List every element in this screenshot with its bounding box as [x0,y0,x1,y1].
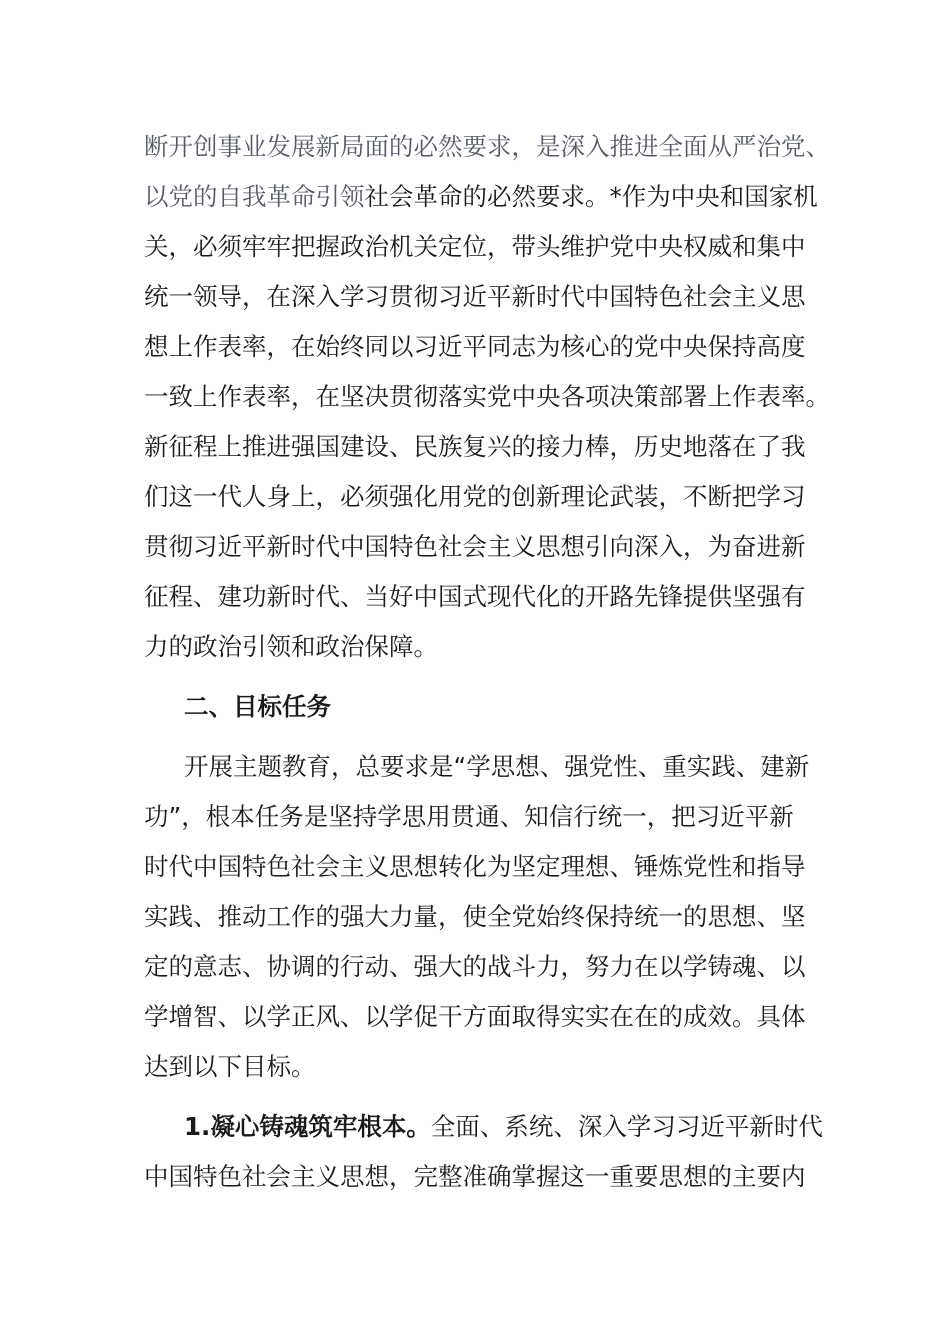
section-heading: 二、目标任务 [184,692,331,721]
text-line: 时代中国特色社会主义思想转化为坚定理想、锤炼党性和指导 [144,852,806,881]
text-span: 以党的自我革命引领 [144,182,365,211]
text-span: 全面、系统、深入学习习近平新时代 [430,1112,823,1141]
item-lead: 1.凝心铸魂筑牢根本。 [184,1112,431,1141]
text-line: 定的意志、协调的行动、强大的战斗力，努力在以学铸魂、以 [144,952,806,981]
text-line: 征程、建功新时代、当好中国式现代化的开路先锋提供坚强有 [144,582,806,611]
text-line: 关，必须牢牢把握政治机关定位，带头维护党中央权威和集中 [144,232,806,261]
text-line: 贯彻习近平新时代中国特色社会主义思想引向深入，为奋进新 [144,532,806,561]
text-line: 功”，根本任务是坚持学思用贯通、知信行统一，把习近平新 [144,802,794,831]
text-line: 想上作表率，在始终同以习近平同志为核心的党中央保持高度 [144,332,806,361]
text-line: 们这一代人身上，必须强化用党的创新理论武装，不断把学习 [144,482,806,511]
document-page [144,122,830,1202]
paragraph-background [144,122,830,672]
text-line: 力的政治引领和政治保障。 [144,632,438,661]
paragraph-goals [144,742,809,1092]
text-line: 中国特色社会主义思想，完整准确掌握这一重要思想的主要内 [144,1162,806,1191]
text-line [144,172,818,222]
text-line: 统一领导，在深入学习贯彻习近平新时代中国特色社会主义思 [144,282,806,311]
text-line: 达到以下目标。 [144,1052,316,1081]
paragraph-item-1 [144,1102,823,1202]
text-line: 新征程上推进强国建设、民族复兴的接力棒，历史地落在了我 [144,432,806,461]
text-line [144,1102,823,1152]
text-line: 断开创事业发展新局面的必然要求，是深入推进全面从严治党、 [144,132,830,161]
text-line: 实践、推动工作的强大力量，使全党始终保持统一的思想、坚 [144,902,806,931]
text-line: 开展主题教育，总要求是“学思想、强党性、重实践、建新 [184,752,810,781]
text-span: 社会革命的必然要求。*作为中央和国家机 [364,182,818,211]
text-line: 一致上作表率，在坚决贯彻落实党中央各项决策部署上作表率。 [144,382,830,411]
text-line: 学增智、以学正风、以学促干方面取得实实在在的成效。具体 [144,1002,806,1031]
